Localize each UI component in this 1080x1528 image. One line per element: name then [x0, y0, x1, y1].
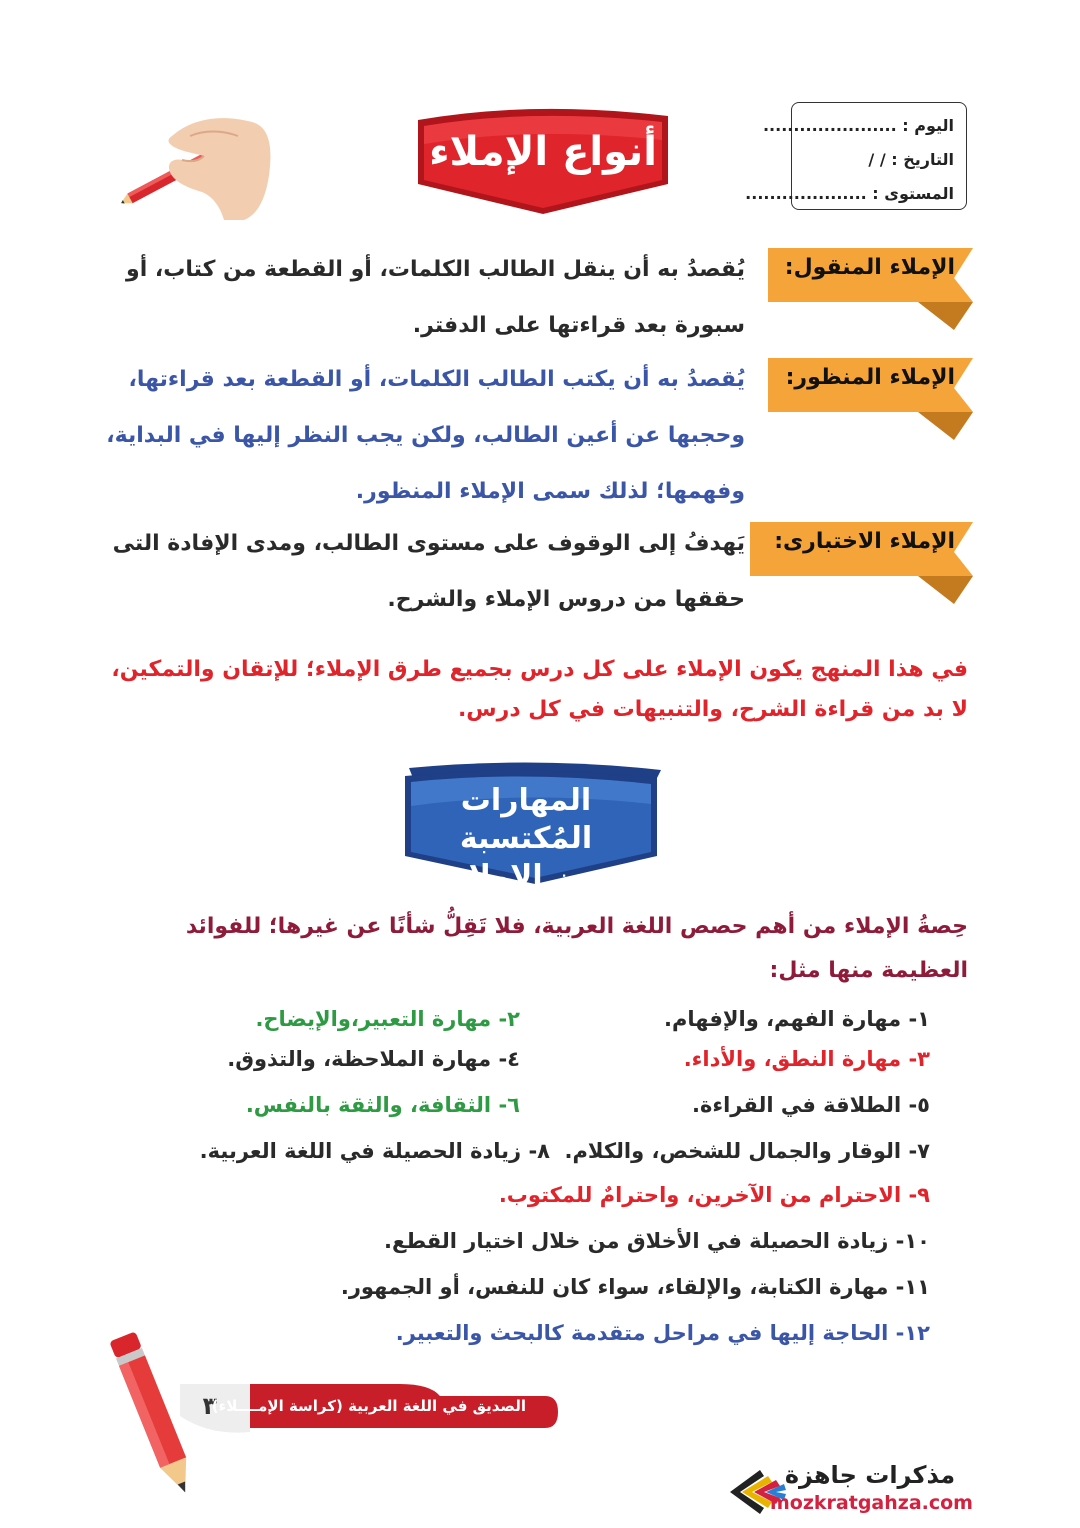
skills-intro-line1: حِصةُ الإملاء من أهم حصص اللغة العربية، فلا تَقِلُّ شأنًا عن غيرها؛ للفوائد	[185, 914, 968, 939]
red-title-banner	[412, 100, 674, 218]
footer-banner	[170, 1376, 560, 1444]
day-field: اليوم : ......................	[762, 116, 954, 135]
curriculum-note-line2: لا بد من قراءة الشرح، والتنبيهات في كل درس.	[457, 697, 968, 722]
def-manqool-line2: سبورة بعد قراءتها على الدفتر.	[412, 313, 745, 338]
skill-item: ٦- الثقافة، والثقة بالنفس.	[245, 1093, 520, 1117]
label-manzoor	[768, 350, 973, 442]
hand-pencil-illustration	[112, 96, 272, 221]
label-manqool	[768, 240, 973, 332]
def-manzoor-line2: وحجبها عن أعين الطالب، ولكن يجب النظر إليها في البداية،	[106, 423, 745, 448]
skills-title-line1: المهارات المُكتسبة	[459, 783, 593, 856]
def-ikhtibari-line2: حققها من دروس الإملاء والشرح.	[387, 587, 745, 612]
label-ikhtibari	[750, 514, 973, 606]
curriculum-note	[108, 650, 968, 730]
page-title: أنواع الإملاء	[429, 129, 657, 175]
skill-item: ٣- مهارة النطق، والأداء.	[683, 1047, 930, 1071]
skill-item: ٥- الطلاقة في القراءة.	[691, 1093, 930, 1117]
curriculum-note-line1: في هذا المنهج يكون الإملاء على كل درس بجميع طرق الإملاء؛ للإتقان والتمكين،	[111, 657, 968, 682]
site-url: mozkratgahza.com	[770, 1492, 973, 1514]
def-manqool-line1: يُقصدُ به أن ينقل الطالب الكلمات، أو القطعة من كتاب، أو	[126, 257, 745, 282]
def-ikhtibari-line1: يَهدفُ إلى الوقوف على مستوى الطالب، ومدى الإفادة التى	[112, 531, 745, 556]
skill-item: ١١- مهارة الكتابة، والإلقاء، سواء كان للنفس، أو الجمهور.	[340, 1275, 930, 1299]
skill-item: ٧- الوقار والجمال للشخص، والكلام.	[564, 1139, 930, 1163]
def-manzoor-line3: وفهمها؛ لذلك سمى الإملاء المنظور.	[355, 479, 745, 504]
skill-item: ١- مهارة الفهم، والإفهام.	[664, 1007, 930, 1031]
site-name: مذكرات جاهزة	[784, 1461, 956, 1489]
level-field: المستوى : ....................	[745, 184, 954, 203]
label-text: الإملاء الاختبارى:	[774, 529, 955, 554]
skill-item: ٩- الاحترام من الآخرين، واحترامٌ للمكتوب.	[498, 1183, 930, 1207]
page-number: ٣	[202, 1392, 218, 1420]
label-text: الإملاء المنظور:	[785, 365, 955, 390]
date-info-box	[745, 102, 967, 210]
skills-title	[395, 782, 657, 896]
skill-item: ١٢- الحاجة إليها في مراحل متقدمة كالبحث والتعبير.	[395, 1321, 930, 1345]
skills-intro	[108, 905, 968, 993]
book-title: الصديق في اللغة العربية (كراسة الإمــــلاء)	[211, 1397, 526, 1415]
blue-section-banner	[395, 760, 675, 894]
date-field: التاريخ : / /	[868, 150, 954, 169]
skills-title-line2: من الإملاء	[453, 859, 599, 894]
skills-intro-line2: العظيمة منها مثل:	[769, 958, 968, 983]
skill-item: ١٠- زيادة الحصيلة في الأخلاق من خلال اختيار القطع.	[384, 1229, 930, 1253]
label-text: الإملاء المنقول:	[784, 255, 955, 280]
skill-item: ٨- زيادة الحصيلة في اللغة العربية.	[199, 1139, 550, 1163]
def-manzoor-line1: يُقصدُ به أن يكتب الطالب الكلمات، أو القطعة بعد قراءتها،	[128, 367, 745, 392]
skill-item: ٤- مهارة الملاحظة، والتذوق.	[227, 1047, 520, 1071]
skill-item: ٢- مهارة التعبير،والإيضاح.	[255, 1007, 520, 1031]
